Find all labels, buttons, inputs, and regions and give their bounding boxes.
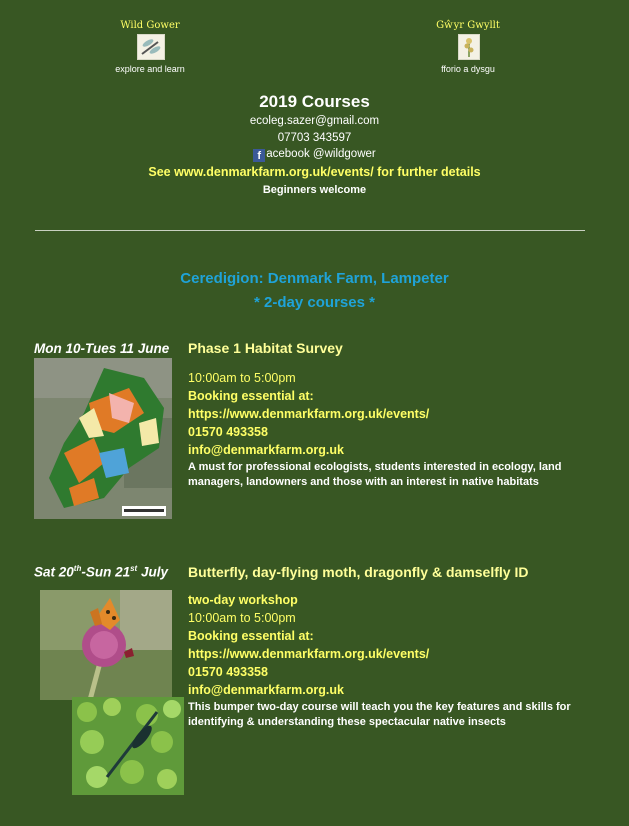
divider bbox=[35, 230, 585, 231]
booking-label: Booking essential at: bbox=[188, 389, 314, 403]
website-note[interactable]: See www.denmarkfarm.org.uk/events/ for further details bbox=[148, 165, 481, 179]
course-details bbox=[188, 369, 608, 490]
booking-phone: 01570 493358 bbox=[188, 425, 268, 439]
course-title: Butterfly, day-flying moth, dragonfly & damselfly ID bbox=[188, 564, 529, 580]
course-date: Mon 10-Tues 11 June bbox=[34, 341, 170, 356]
beginners-note: Beginners welcome bbox=[262, 184, 367, 196]
logo-tagline-cy: fforio a dysgu bbox=[441, 64, 495, 74]
booking-url[interactable]: https://www.denmarkfarm.org.uk/events/ bbox=[188, 407, 430, 421]
course-date-month: July bbox=[137, 564, 168, 580]
course-description: A must for professional ecologists, students interested in ecology, land managers, landowners and those with an interest in native habitats bbox=[188, 461, 562, 488]
contact-email[interactable]: ecoleg.sazer@gmail.com bbox=[249, 115, 380, 127]
facebook-icon: f bbox=[253, 149, 265, 162]
booking-email[interactable]: info@denmarkfarm.org.uk bbox=[188, 683, 344, 697]
page-title: 2019 Courses bbox=[259, 92, 370, 111]
logo-wild-gower bbox=[100, 20, 200, 74]
contact-phone: 07703 343597 bbox=[277, 132, 352, 144]
course-date bbox=[34, 564, 168, 580]
orchid-icon bbox=[458, 34, 478, 60]
section-subtitle: * 2-day courses * bbox=[254, 294, 375, 311]
logo-tagline-en: explore and learn bbox=[115, 64, 185, 74]
habitat-map-image bbox=[34, 358, 172, 519]
logo-gwyr-gwyllt bbox=[418, 20, 518, 74]
facebook-line[interactable] bbox=[0, 148, 629, 162]
logo-name-en: Wild Gower bbox=[120, 20, 180, 31]
booking-email[interactable]: info@denmarkfarm.org.uk bbox=[188, 443, 344, 457]
facebook-handle: acebook @wildgower bbox=[266, 148, 376, 160]
course-time: 10:00am to 5:00pm bbox=[188, 371, 296, 385]
section-location: Ceredigion: Denmark Farm, Lampeter bbox=[180, 270, 449, 287]
course-details bbox=[188, 591, 608, 730]
course-format: two-day workshop bbox=[188, 593, 298, 607]
course-title: Phase 1 Habitat Survey bbox=[188, 340, 343, 356]
logo-name-cy: Gŵyr Gwyllt bbox=[436, 20, 500, 31]
dragonfly-icon bbox=[137, 34, 163, 60]
butterfly-thistle-image bbox=[40, 590, 172, 700]
booking-label: Booking essential at: bbox=[188, 629, 314, 643]
course-date-end-suffix: st bbox=[130, 564, 138, 573]
booking-url[interactable]: https://www.denmarkfarm.org.uk/events/ bbox=[188, 647, 430, 661]
course-description: This bumper two-day course will teach you the key features and skills for identifying & understanding these spectacular native insects bbox=[188, 701, 571, 728]
damselfly-image bbox=[72, 697, 184, 795]
course-time: 10:00am to 5:00pm bbox=[188, 611, 296, 625]
course-date-start: Sat 20 bbox=[34, 564, 74, 580]
booking-phone: 01570 493358 bbox=[188, 665, 268, 679]
course-date-start-suffix: th bbox=[73, 564, 82, 573]
course-date-end: -Sun 21 bbox=[81, 564, 131, 580]
